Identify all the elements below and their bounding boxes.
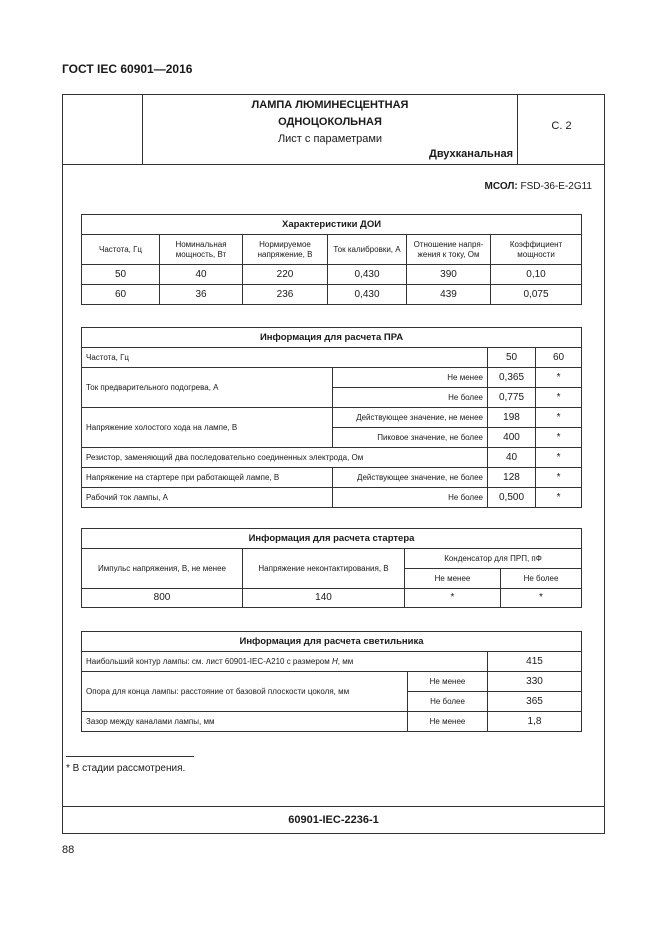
pulse-value: 800 — [82, 589, 243, 608]
end-support-min-label: Не менее — [408, 672, 488, 692]
standard-designation: ГОСТ IEC 60901—2016 — [62, 62, 193, 76]
ocv-rms-50: 198 — [488, 408, 536, 428]
mcol-value: FSD-36-E-2G11 — [520, 181, 592, 192]
frequency-60: 60 — [536, 348, 582, 368]
doi-cell: 236 — [243, 285, 328, 305]
resistor-label: Резистор, заменяющий два последовательно соединенных электрода, Ом — [82, 448, 488, 468]
bottom-divider — [62, 806, 605, 807]
doi-table — [81, 214, 582, 305]
starter-col-pulse: Импульс напряжения, В, не менее — [82, 549, 243, 589]
doi-col-power: Номинальная мощность, Вт — [160, 235, 243, 265]
preheat-max-60: * — [536, 388, 582, 408]
doi-cell: 0,10 — [491, 265, 582, 285]
max-contour-label — [82, 652, 488, 672]
preheat-min-50: 0,365 — [488, 368, 536, 388]
starter-voltage-50: 128 — [488, 468, 536, 488]
max-contour-unit: , мм — [337, 656, 354, 666]
working-current-condition: Не более — [333, 488, 488, 508]
sheet-page-code: С. 2 — [551, 120, 572, 132]
end-support-max-value: 365 — [488, 692, 582, 712]
preheat-min-60: * — [536, 368, 582, 388]
doi-col-current: Ток калибровки, А — [328, 235, 407, 265]
ocv-peak-50: 400 — [488, 428, 536, 448]
preheat-max-50: 0,775 — [488, 388, 536, 408]
nonactivation-value: 140 — [243, 589, 405, 608]
capacitor-max-label: Не более — [501, 569, 582, 589]
starter-voltage-label: Напряжение на стартере при работающей лампе, В — [82, 468, 333, 488]
capacitor-min-label: Не менее — [405, 569, 501, 589]
page-number: 88 — [62, 844, 75, 856]
preheat-min-label: Не менее — [333, 368, 488, 388]
ocv-rms-60: * — [536, 408, 582, 428]
starter-col-nonactivation: Напряжение неконтактирования, В — [243, 549, 405, 589]
doi-col-frequency: Частота, Гц — [82, 235, 160, 265]
mcol-designation — [330, 181, 592, 192]
doi-cell: 390 — [407, 265, 491, 285]
doi-cell: 60 — [82, 285, 160, 305]
working-current-label: Рабочий ток лампы, А — [82, 488, 333, 508]
resistor-60: * — [536, 448, 582, 468]
end-support-min-value: 330 — [488, 672, 582, 692]
doi-cell: 220 — [243, 265, 328, 285]
doi-cell: 439 — [407, 285, 491, 305]
mcol-label: МСОЛ: — [484, 181, 518, 192]
luminaire-title: Информация для расчета светильника — [82, 632, 582, 652]
doi-cell: 0,075 — [491, 285, 582, 305]
preheat-max-label: Не более — [333, 388, 488, 408]
max-contour-text: Наибольший контур лампы: см. лист 60901-IEC-A210 с размером — [86, 656, 330, 666]
open-circuit-voltage-label: Напряжение холостого хода на лампе, В — [82, 408, 333, 448]
starter-col-capacitor: Конденсатор для ПРП, пФ — [405, 549, 582, 569]
capacitor-min-value: * — [405, 589, 501, 608]
resistor-50: 40 — [488, 448, 536, 468]
lamp-variant: Двухканальная — [428, 148, 513, 160]
frequency-label: Частота, Гц — [82, 348, 488, 368]
starter-voltage-60: * — [536, 468, 582, 488]
doi-cell: 36 — [160, 285, 243, 305]
max-contour-value: 415 — [488, 652, 582, 672]
doi-col-ratio: Отношение напря- жения к току, Ом — [407, 235, 491, 265]
luminaire-info-table — [81, 631, 582, 732]
doi-title: Характеристики ДОИ — [82, 215, 582, 235]
title-line-1: ЛАМПА ЛЮМИНЕСЦЕНТНАЯ — [251, 99, 409, 111]
ballast-info-table — [81, 327, 582, 508]
channel-gap-condition: Не менее — [408, 712, 488, 732]
sheet-code: 60901-IEC-2236-1 — [288, 814, 379, 826]
starter-info-table — [81, 528, 582, 608]
preheat-current-label: Ток предварительного подогрева, А — [82, 368, 333, 408]
working-current-60: * — [536, 488, 582, 508]
channel-gap-label: Зазор между каналами лампы, мм — [82, 712, 408, 732]
ocv-rms-label: Действующее значение, не менее — [333, 408, 488, 428]
title-line-2: ОДНОЦОКОЛЬНАЯ — [278, 116, 382, 128]
footnote-divider — [66, 756, 194, 757]
working-current-50: 0,500 — [488, 488, 536, 508]
table-row — [82, 285, 582, 305]
table-row — [82, 589, 582, 608]
ocv-peak-label: Пиковое значение, не более — [333, 428, 488, 448]
end-support-label: Опора для конца лампы: расстояние от базовой плоскости цоколя, мм — [82, 672, 408, 712]
table-row — [82, 265, 582, 285]
ballast-title: Информация для расчета ПРА — [82, 328, 582, 348]
doi-cell: 40 — [160, 265, 243, 285]
channel-gap-value: 1,8 — [488, 712, 582, 732]
sheet-subtitle: Лист с параметрами — [277, 133, 383, 145]
footnote: * В стадии рассмотрения. — [66, 763, 186, 774]
starter-voltage-condition: Действующее значение, не более — [333, 468, 488, 488]
frequency-50: 50 — [488, 348, 536, 368]
starter-title: Информация для расчета стартера — [82, 529, 582, 549]
doi-cell: 0,430 — [328, 285, 407, 305]
end-support-max-label: Не более — [408, 692, 488, 712]
ocv-peak-60: * — [536, 428, 582, 448]
doi-col-voltage: Нормируемое напряжение, В — [243, 235, 328, 265]
dimension-h: H — [331, 656, 338, 666]
capacitor-max-value: * — [501, 589, 582, 608]
doi-cell: 0,430 — [328, 265, 407, 285]
doi-col-power-factor: Коэффициент мощности — [491, 235, 582, 265]
doi-cell: 50 — [82, 265, 160, 285]
